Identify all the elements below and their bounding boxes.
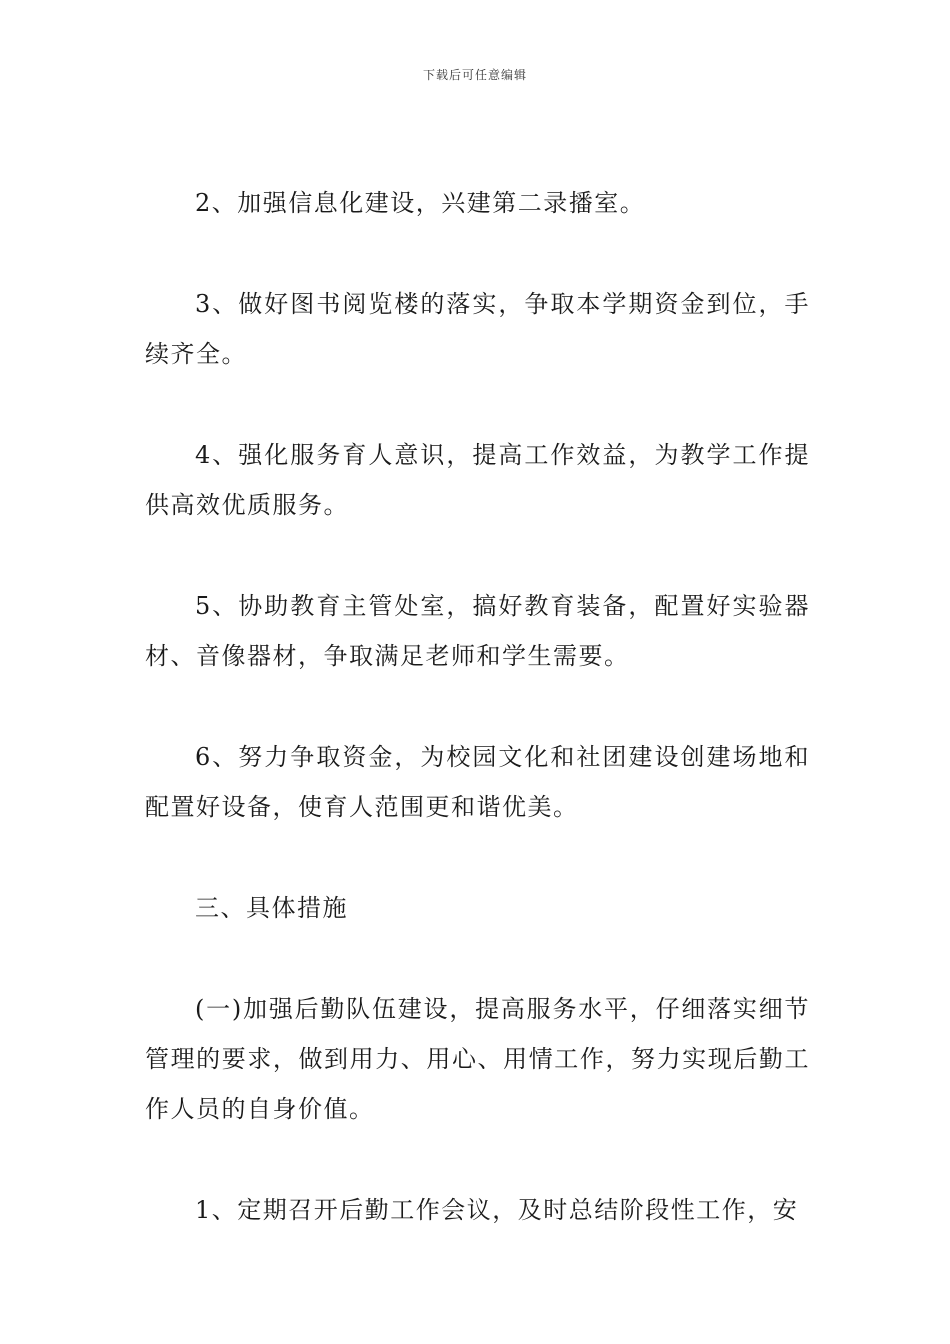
paragraph-item-2: 2、加强信息化建设，兴建第二录播室。 xyxy=(195,189,646,217)
paragraph-item-6: 6、努力争取资金，为校园文化和社团建设创建场地和配置好设备，使育人范围更和谐优美。 xyxy=(145,743,810,821)
paragraph-item-5: 5、协助教育主管处室，搞好教育装备，配置好实验器材、音像器材，争取满足老师和学生需要。 xyxy=(145,592,810,670)
header-note: 下载后可任意编辑 xyxy=(422,68,527,82)
subsection-paragraph-1: (一)加强后勤队伍建设，提高服务水平，仔细落实细节管理的要求，做到用力、用心、用情工作，努力实现后勤工作人员的自身价值。 xyxy=(145,995,810,1123)
paragraph-item-3: 3、做好图书阅览楼的落实，争取本学期资金到位，手续齐全。 xyxy=(145,290,810,368)
paragraph-item-4: 4、强化服务育人意识，提高工作效益，为教学工作提供高效优质服务。 xyxy=(145,441,810,519)
document-body xyxy=(145,178,810,1235)
section-heading-measures: 三、具体措施 xyxy=(195,894,348,922)
paragraph-item-1: 1、定期召开后勤工作会议，及时总结阶段性工作，安 xyxy=(195,1196,799,1224)
